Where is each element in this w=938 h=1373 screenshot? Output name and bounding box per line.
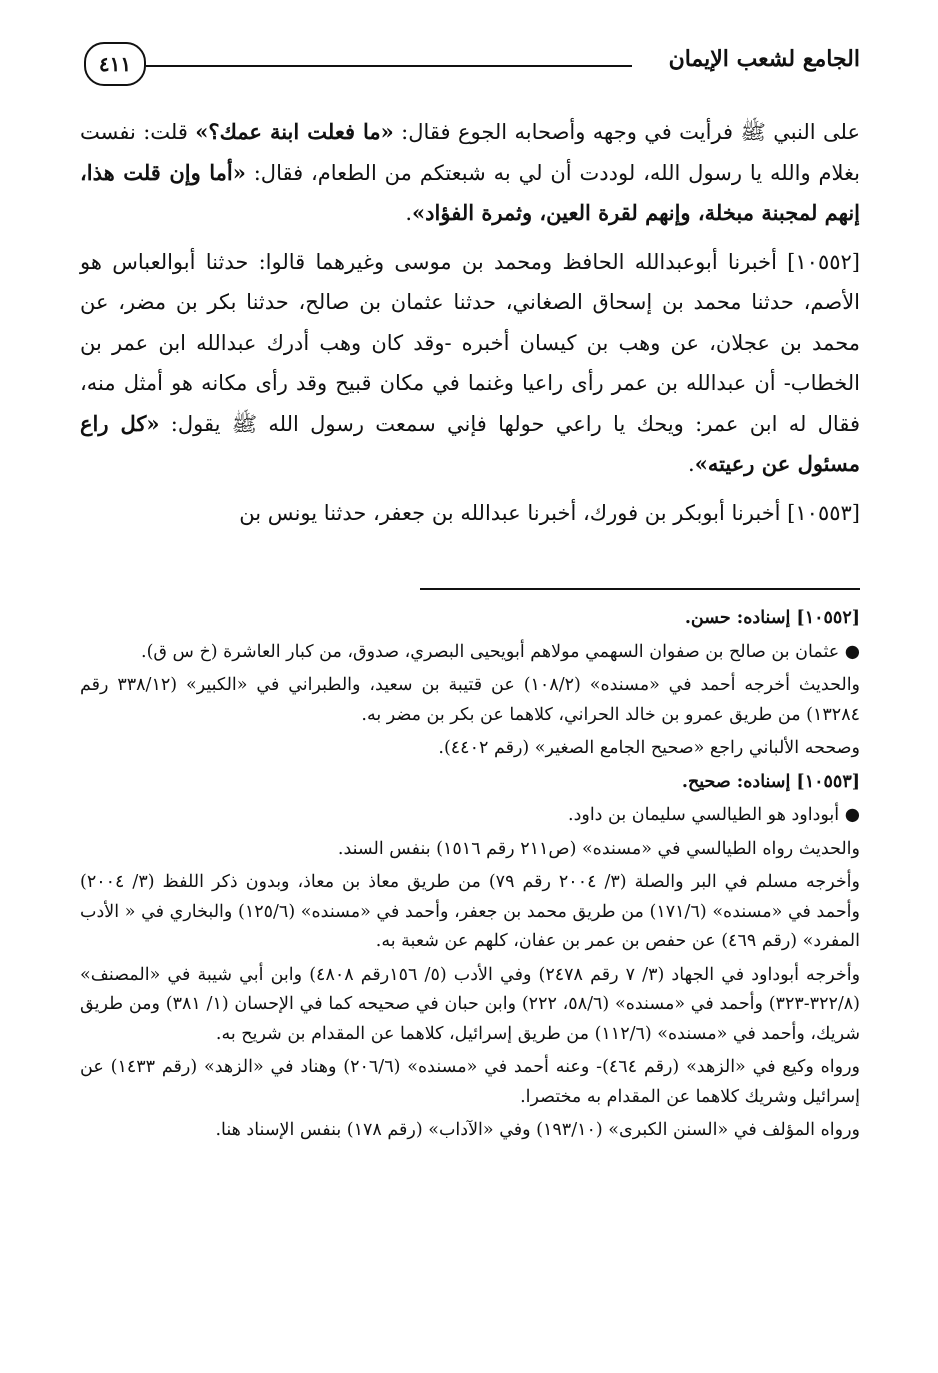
footnote-line: ورواه وكيع في «الزهد» (رقم ٤٦٤)- وعنه أحمد في «مسنده» (٢٠٦/٦) وهناد في «الزهد» (رقم ١٤٣٣) عن إسرائيل وشريك كلاهما عن المقدام به مختصرا. [80,1057,860,1107]
page-number: ٤١١ [84,42,146,86]
footnote-heading: [١٠٥٥٢] إسناده: حسن. [684,608,860,628]
footnote-line: وأخرجه أبوداود في الجهاد (٣/ ٧ رقم ٢٤٧٨) وفي الأدب (٥/ ١٥٦رقم ٤٨٠٨) وابن أبي شيبة في «المصنف» (٣٢٢/٨-٣٢٣) وأحمد في «مسنده» (٥٨/٦، ٢٢٢) وابن حبان في صحيحه كما في الإحسان (١/ ٣٨١) ومن طريق شريك، وأحمد في «مسنده» (١١٢/٦) من طريق إسرائيل، كلاهما عن المقدام بن شريح به. [80,964,861,1044]
footnote-line: ● أبوداود هو الطيالسي سليمان بن داود. [568,805,860,825]
footnote-heading: [١٠٥٥٣] إسناده: صحيح. [681,771,860,792]
page-header [84,40,860,90]
footnote-line: والحديث أخرجه أحمد في «مسنده» (١٠٨/٢) عن قتيبة بن سعيد، والطبراني في «الكبير» (٣٣٨/١٢ رقم ١٣٢٨٤) من طريق عمرو بن خالد الحراني، كلاهما عن بكر بن مضر به. [80,675,861,725]
hadith-quote: «ما فعلت ابنة عمك؟» [195,119,394,144]
hadith-10552 [80,242,860,485]
text-span: على النبي ﷺ فرأيت في وجهه وأصحابه الجوع فقال: [393,120,861,144]
hadith-quote: «أما وإن قلت هذا، إنهم لمجبنة مبخلة، وإنهم لقرة العين، وثمرة الفؤاد» [80,159,860,225]
text-span: . [688,452,695,476]
paragraph-continuation [80,112,860,234]
text-span: قلت: نفست بغلام والله يا رسول الله، لوددت أن لي به شبعتكم من الطعام، فقال: [80,120,860,185]
footnote-line: ● عثمان بن صالح بن صفوان السهمي مولاهم أبويحيى البصري، صدوق، من كبار العاشرة (خ س ق). [141,641,860,662]
footnote-line: والحديث رواه الطيالسي في «مسنده» (ص٢١١ رقم ١٥١٦) بنفس السند. [337,838,860,859]
footnote-line: وأخرجه مسلم في البر والصلة (٣/ ٢٠٠٤ رقم ٧٩) من طريق معاذ بن معاذ، وبدون ذكر اللفظ (٣/ ٢٠٠٤) وأحمد في «مسنده» (١٧١/٦) من طريق محمد بن جعفر، وأحمد في «مسنده» (١٢٥/٦) والبخاري في « الأدب المفرد» (رقم ٤٦٩) عن حفص بن عمر بن عفان، كلهم عن شعبة به. [80,872,860,951]
text-span: . [405,201,413,225]
footnote-divider [420,588,860,590]
text-span: [١٠٥٥٢] أخبرنا أبوعبدالله الحافظ ومحمد بن موسى وغيرهما قالوا: حدثنا أبوالعباس هو الأصم، حدثنا محمد بن إسحاق الصغاني، حدثنا عثمان بن صالح، حدثنا بكر بن مضر، عن محمد بن عجلان، عن وهب بن كيسان أخبره -وقد كان وهب أدرك عبدالله ابن عمر بن الخطاب- أن عبدالله بن عمر رأى راعيا وغنما في مكان قبيح وقد رأى مكانه هو أمثل منه، فقال له ابن عمر: ويحك يا راعي حولها فإني سمعت رسول الله ﷺ يقول: [80,249,860,436]
book-title: الجامع لشعب الإيمان [668,46,860,72]
footnotes [80,604,860,1150]
footnote-line: ورواه المؤلف في «السنن الكبرى» (١٩٣/١٠) وفي «الآداب» (رقم ١٧٨) بنفس الإسناد هنا. [215,1120,860,1140]
footnote-line: وصححه الألباني راجع «صحيح الجامع الصغير» (رقم ٤٤٠٢). [438,738,860,758]
hadith-quote: «كل راع مسئول عن رعيته» [80,410,860,476]
header-rule [146,65,632,67]
hadith-10553: [١٠٥٥٣] أخبرنا أبوبكر بن فورك، أخبرنا عبدالله بن جعفر، حدثنا يونس بن [239,500,860,525]
main-text [80,112,860,541]
